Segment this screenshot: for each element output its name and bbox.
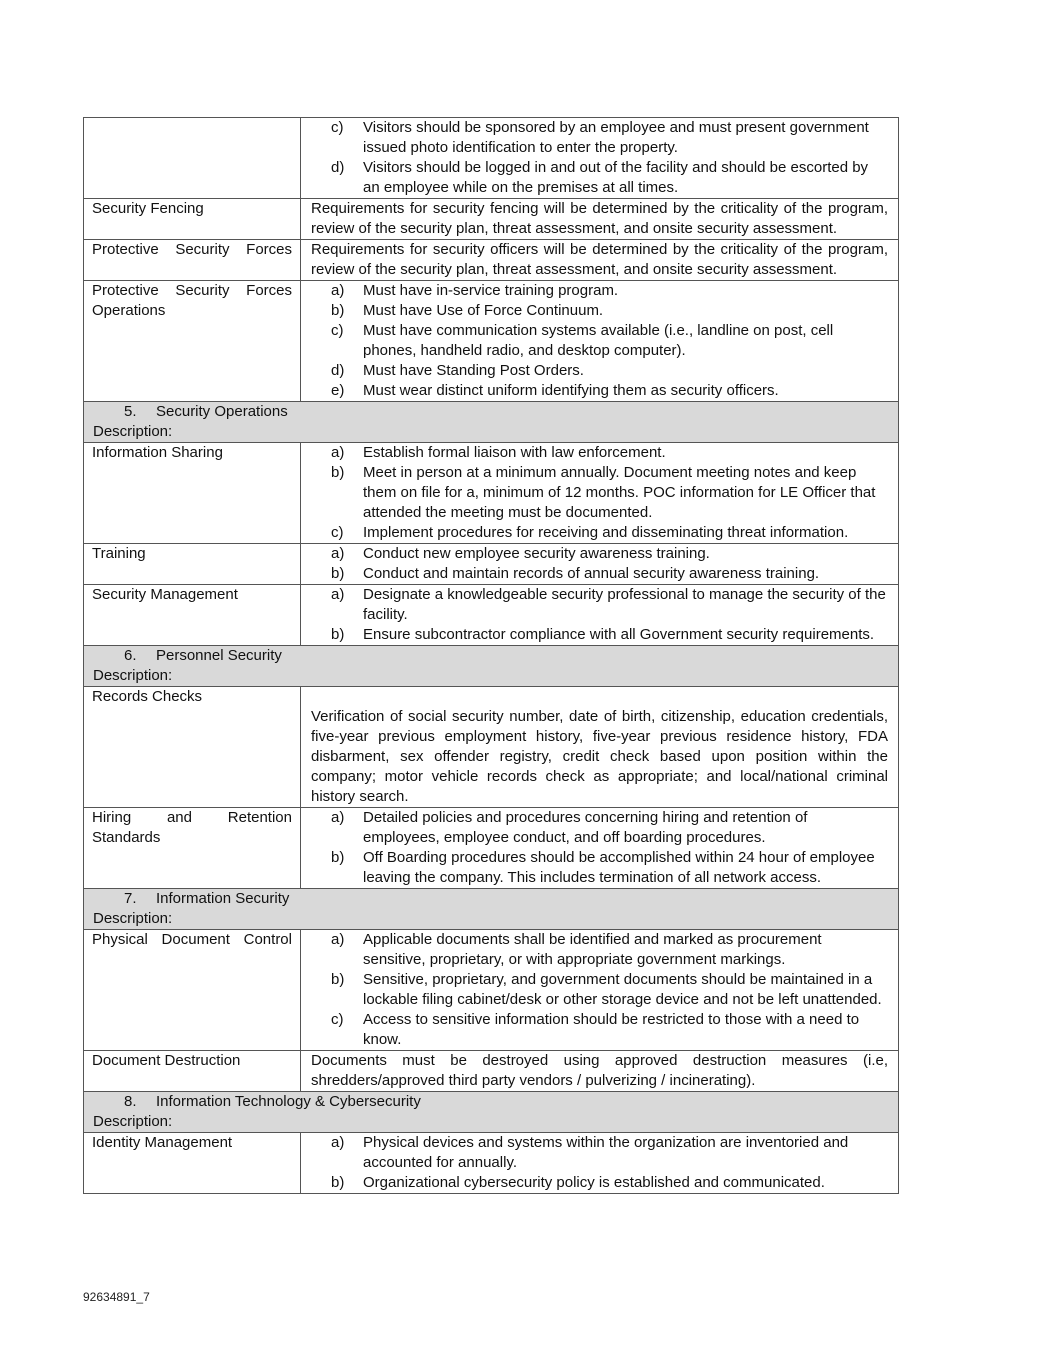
list-marker: b) (331, 849, 345, 866)
requirement-label: Protective Security Forces (92, 241, 292, 258)
requirement-row (84, 281, 899, 402)
list-item-text: Ensure subcontractor compliance with all Government security requirements. (363, 626, 875, 643)
requirement-row (84, 1051, 899, 1092)
requirement-list-item (301, 301, 898, 321)
requirement-text: Requirements for security officers will be determined by the criticality of the program, review of the security plan, threat assessment, and onsite security assessment. (311, 241, 888, 278)
list-item-text: Conduct and maintain records of annual security awareness training. (363, 565, 820, 582)
requirement-label-cell (84, 281, 301, 402)
list-marker: a) (331, 586, 345, 603)
list-marker: e) (331, 382, 345, 399)
section-title-text: Information Technology & Cybersecurity (156, 1093, 421, 1110)
requirement-list (301, 1133, 898, 1193)
requirement-label-cell (84, 1133, 301, 1194)
list-item-text: Must have Use of Force Continuum. (363, 302, 604, 319)
section-number: 7. (124, 890, 137, 907)
section-description-label: Description: (93, 1113, 173, 1130)
requirement-label-cell (84, 930, 301, 1051)
section-header-row (84, 889, 899, 930)
section-number: 6. (124, 647, 137, 664)
requirement-list-item (301, 625, 898, 645)
requirement-label: Security Fencing (92, 200, 204, 217)
list-marker: b) (331, 565, 345, 582)
list-marker: a) (331, 444, 345, 461)
requirement-list-item (301, 585, 898, 625)
list-item-text: Visitors should be logged in and out of the facility and should be escorted by an employee while on the premises at all times. (363, 159, 869, 196)
requirement-label-cell (84, 240, 301, 281)
list-item-text: Conduct new employee security awareness training. (363, 545, 710, 562)
requirement-list-item (301, 361, 898, 381)
requirement-label: Security Management (92, 586, 238, 603)
section-title (84, 1092, 898, 1112)
section-header-cell (84, 646, 899, 687)
requirement-list-item (301, 1133, 898, 1173)
section-header-cell (84, 889, 899, 930)
list-marker: a) (331, 931, 345, 948)
requirement-detail-cell (301, 544, 899, 585)
list-marker: c) (331, 1011, 344, 1028)
list-item-text: Must have in-service training program. (363, 282, 619, 299)
list-item-text: Must have Standing Post Orders. (363, 362, 584, 379)
section-title (84, 889, 898, 909)
section-title-text: Information Security (156, 890, 290, 907)
requirement-row (84, 930, 899, 1051)
requirement-list-item (301, 1173, 898, 1193)
section-number: 5. (124, 403, 137, 420)
requirement-label: Identity Management (92, 1134, 233, 1151)
requirement-list-item (301, 463, 898, 523)
section-header-row (84, 646, 899, 687)
requirement-label-cell (84, 808, 301, 889)
requirement-detail-cell (301, 281, 899, 402)
list-marker: b) (331, 626, 345, 643)
section-header-cell (84, 402, 899, 443)
list-item-text: Establish formal liaison with law enforcement. (363, 444, 666, 461)
requirement-list (301, 281, 898, 401)
requirement-label: Training (92, 545, 146, 562)
section-title (84, 402, 898, 422)
requirement-row (84, 1133, 899, 1194)
requirement-detail-cell (301, 1051, 899, 1092)
requirement-list-item (301, 118, 898, 158)
requirement-list (301, 808, 898, 888)
list-item-text: Implement procedures for receiving and disseminating threat information. (363, 524, 849, 541)
section-description-label: Description: (93, 423, 173, 440)
section-header-row (84, 1092, 899, 1133)
requirement-detail-cell (301, 687, 899, 808)
requirement-row (84, 808, 899, 889)
requirement-label: Information Sharing (92, 444, 223, 461)
list-marker: b) (331, 464, 345, 481)
list-item-text: Must have communication systems available (i.e., landline on post, cell phones, handheld radio, and desktop computer). (363, 322, 834, 359)
requirement-label: Document Destruction (92, 1052, 241, 1069)
requirement-row (84, 240, 899, 281)
list-item-text: Detailed policies and procedures concerning hiring and retention of employees, employee conduct, and off boarding procedures. (363, 809, 808, 846)
requirement-detail-cell (301, 808, 899, 889)
list-marker: c) (331, 322, 344, 339)
requirement-label-cell (84, 687, 301, 808)
requirement-label-cell (84, 544, 301, 585)
requirement-list-item (301, 544, 898, 564)
list-marker: d) (331, 362, 345, 379)
section-description-label: Description: (93, 667, 173, 684)
requirements-table (83, 117, 899, 1194)
requirement-detail-cell (301, 240, 899, 281)
list-marker: d) (331, 159, 345, 176)
section-title (84, 646, 898, 666)
requirement-detail-cell (301, 585, 899, 646)
list-item-text: Access to sensitive information should be restricted to those with a need to know. (363, 1011, 860, 1048)
document-id-footer: 92634891_7 (83, 1290, 150, 1304)
requirement-list (301, 443, 898, 543)
requirement-detail-cell (301, 118, 899, 199)
requirement-row (84, 544, 899, 585)
list-item-text: Meet in person at a minimum annually. Document meeting notes and keep them on file for a, minimum of 12 months. POC information for LE Officer that attended the meeting must be documented. (363, 464, 876, 521)
list-item-text: Must wear distinct uniform identifying them as security officers. (363, 382, 779, 399)
list-item-text: Applicable documents shall be identified and marked as procurement sensitive, proprietary, or with appropriate government markings. (363, 931, 822, 968)
requirement-list-item (301, 443, 898, 463)
requirement-label-cell (84, 118, 301, 199)
section-title-text: Security Operations (156, 403, 288, 420)
requirement-list-item (301, 381, 898, 401)
list-item-text: Organizational cybersecurity policy is established and communicated. (363, 1174, 825, 1191)
requirement-list-item (301, 158, 898, 198)
requirement-list-item (301, 808, 898, 848)
list-item-text: Physical devices and systems within the organization are inventoried and accounted for annually. (363, 1134, 849, 1171)
section-number: 8. (124, 1093, 137, 1110)
list-marker: a) (331, 1134, 345, 1151)
requirement-detail-cell (301, 443, 899, 544)
list-marker: b) (331, 302, 345, 319)
requirement-list (301, 118, 898, 198)
requirement-label: Physical Document Control (92, 931, 292, 948)
section-header-row (84, 402, 899, 443)
requirement-detail-cell (301, 199, 899, 240)
section-title-text: Personnel Security (156, 647, 282, 664)
requirement-list-item (301, 848, 898, 888)
list-marker: b) (331, 971, 345, 988)
requirement-row (84, 687, 899, 808)
list-item-text: Designate a knowledgeable security professional to manage the security of the facility. (363, 586, 886, 623)
requirement-row (84, 199, 899, 240)
requirement-text: Verification of social security number, date of birth, citizenship, education credentials, five-year previous employment history, five-year previous residence history, FDA disbarment, sex offender registry, credit check based upon position within the company; motor vehicle records check as appropriate; and local/national criminal history search. (311, 708, 888, 805)
list-marker: a) (331, 282, 345, 299)
requirement-label-cell (84, 199, 301, 240)
requirement-list-item (301, 930, 898, 970)
section-header-cell (84, 1092, 899, 1133)
requirement-label: Protective Security Forces Operations (92, 282, 292, 319)
requirement-row (84, 585, 899, 646)
requirement-list-item (301, 321, 898, 361)
requirement-list-item (301, 523, 898, 543)
list-marker: a) (331, 545, 345, 562)
list-item-text: Visitors should be sponsored by an employee and must present government issued photo identification to enter the property. (363, 119, 869, 156)
requirement-list (301, 585, 898, 645)
section-description-label: Description: (93, 910, 173, 927)
requirement-label-cell (84, 1051, 301, 1092)
requirement-list-item (301, 970, 898, 1010)
requirement-label-cell (84, 585, 301, 646)
requirement-list (301, 544, 898, 584)
list-marker: c) (331, 119, 344, 136)
requirement-label: Records Checks (92, 688, 203, 705)
requirement-row (84, 443, 899, 544)
requirement-list (301, 930, 898, 1050)
requirement-detail-cell (301, 930, 899, 1051)
requirement-text: Requirements for security fencing will be determined by the criticality of the program, review of the security plan, threat assessment, and onsite security assessment. (311, 200, 888, 237)
list-item-text: Off Boarding procedures should be accomplished within 24 hour of employee leaving the company. This includes termination of all network access. (363, 849, 875, 886)
requirement-list-item (301, 281, 898, 301)
requirement-row (84, 118, 899, 199)
list-marker: b) (331, 1174, 345, 1191)
requirement-text: Documents must be destroyed using approved destruction measures (i.e, shredders/approved third party vendors / pulverizing / incinerating). (311, 1052, 888, 1089)
requirement-list-item (301, 564, 898, 584)
list-marker: a) (331, 809, 345, 826)
requirement-label: Hiring and Retention Standards (92, 809, 292, 846)
list-marker: c) (331, 524, 344, 541)
list-item-text: Sensitive, proprietary, and government documents should be maintained in a lockable filing cabinet/desk or other storage device and not be left unattended. (363, 971, 882, 1008)
requirement-detail-cell (301, 1133, 899, 1194)
requirements-table-body (84, 118, 899, 1194)
requirement-label-cell (84, 443, 301, 544)
requirement-list-item (301, 1010, 898, 1050)
